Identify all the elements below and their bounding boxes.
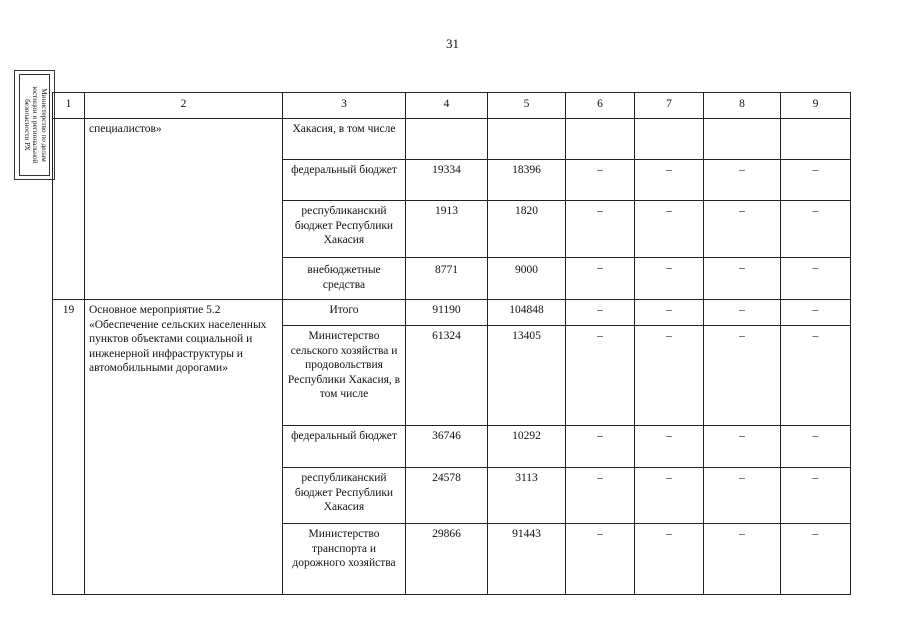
value-cell: 91190 bbox=[406, 300, 488, 326]
value-cell: 104848 bbox=[488, 300, 566, 326]
page-number: 31 bbox=[446, 36, 459, 51]
table-row bbox=[53, 119, 851, 160]
stamp-text bbox=[22, 73, 48, 177]
value-cell: – bbox=[635, 524, 704, 595]
value-cell: – bbox=[781, 524, 851, 595]
header-row bbox=[53, 93, 851, 119]
registration-stamp bbox=[14, 70, 55, 180]
column-header: 9 bbox=[781, 93, 851, 119]
value-cell: 9000 bbox=[488, 258, 566, 300]
column-header: 3 bbox=[283, 93, 406, 119]
value-cell: – bbox=[781, 468, 851, 524]
stamp-line: Министерство по делам bbox=[39, 88, 48, 162]
value-cell: – bbox=[781, 326, 851, 426]
funding-source-cell: федеральный бюджет bbox=[283, 426, 406, 468]
value-cell: 10292 bbox=[488, 426, 566, 468]
value-cell: – bbox=[566, 300, 635, 326]
value-cell: 1913 bbox=[406, 201, 488, 258]
value-cell: – bbox=[704, 524, 781, 595]
value-cell: – bbox=[781, 201, 851, 258]
value-cell bbox=[635, 119, 704, 160]
value-cell: – bbox=[781, 258, 851, 300]
value-cell: – bbox=[566, 201, 635, 258]
funding-source-cell: республиканский бюджет Республики Хакасия bbox=[283, 468, 406, 524]
value-cell: – bbox=[781, 300, 851, 326]
row-number-cell bbox=[53, 119, 85, 300]
value-cell: – bbox=[781, 160, 851, 201]
value-cell bbox=[488, 119, 566, 160]
value-cell: – bbox=[635, 326, 704, 426]
value-cell: – bbox=[566, 524, 635, 595]
funding-source-cell: Министерство сельского хозяйства и продовольствия Республики Хакасия, в том числе bbox=[283, 326, 406, 426]
value-cell bbox=[406, 119, 488, 160]
value-cell bbox=[781, 119, 851, 160]
value-cell: – bbox=[566, 258, 635, 300]
value-cell: – bbox=[704, 160, 781, 201]
column-header: 6 bbox=[566, 93, 635, 119]
value-cell: 36746 bbox=[406, 426, 488, 468]
event-cell: специалистов» bbox=[85, 119, 283, 300]
value-cell: 61324 bbox=[406, 326, 488, 426]
value-cell: – bbox=[566, 326, 635, 426]
value-cell: 91443 bbox=[488, 524, 566, 595]
value-cell: – bbox=[566, 426, 635, 468]
stamp-line: юстиции и региональной bbox=[30, 86, 39, 164]
value-cell: – bbox=[704, 426, 781, 468]
value-cell bbox=[566, 119, 635, 160]
value-cell: 24578 bbox=[406, 468, 488, 524]
funding-source-cell: федеральный бюджет bbox=[283, 160, 406, 201]
value-cell: – bbox=[635, 300, 704, 326]
value-cell: 1820 bbox=[488, 201, 566, 258]
column-header: 7 bbox=[635, 93, 704, 119]
funding-source-cell: внебюджетные средства bbox=[283, 258, 406, 300]
value-cell: – bbox=[635, 160, 704, 201]
value-cell: 13405 bbox=[488, 326, 566, 426]
value-cell: 18396 bbox=[488, 160, 566, 201]
value-cell: – bbox=[635, 426, 704, 468]
value-cell: – bbox=[704, 326, 781, 426]
stamp-line: безопасности РХ bbox=[22, 99, 31, 151]
table-row bbox=[53, 300, 851, 326]
row-number-cell: 19 bbox=[53, 300, 85, 595]
value-cell: – bbox=[566, 160, 635, 201]
value-cell: – bbox=[781, 426, 851, 468]
budget-table bbox=[52, 92, 851, 595]
column-header: 4 bbox=[406, 93, 488, 119]
funding-source-cell: Министерство транспорта и дорожного хозяйства bbox=[283, 524, 406, 595]
value-cell: 29866 bbox=[406, 524, 488, 595]
value-cell: 19334 bbox=[406, 160, 488, 201]
value-cell: – bbox=[704, 201, 781, 258]
value-cell: – bbox=[566, 468, 635, 524]
column-header: 8 bbox=[704, 93, 781, 119]
event-cell: Основное мероприятие 5.2 «Обеспечение сельских населенных пунктов объектами социальной и инженерной инфраструктуры и автомобильными дорогами» bbox=[85, 300, 283, 595]
column-header: 2 bbox=[85, 93, 283, 119]
value-cell bbox=[704, 119, 781, 160]
value-cell: – bbox=[635, 258, 704, 300]
value-cell: 8771 bbox=[406, 258, 488, 300]
funding-source-cell: республиканский бюджет Республики Хакасия bbox=[283, 201, 406, 258]
value-cell: – bbox=[704, 258, 781, 300]
value-cell: – bbox=[704, 468, 781, 524]
funding-source-cell: Итого bbox=[283, 300, 406, 326]
column-header: 1 bbox=[53, 93, 85, 119]
value-cell: 3113 bbox=[488, 468, 566, 524]
value-cell: – bbox=[635, 468, 704, 524]
value-cell: – bbox=[635, 201, 704, 258]
value-cell: – bbox=[704, 300, 781, 326]
column-header: 5 bbox=[488, 93, 566, 119]
funding-source-cell: Хакасия, в том числе bbox=[283, 119, 406, 160]
